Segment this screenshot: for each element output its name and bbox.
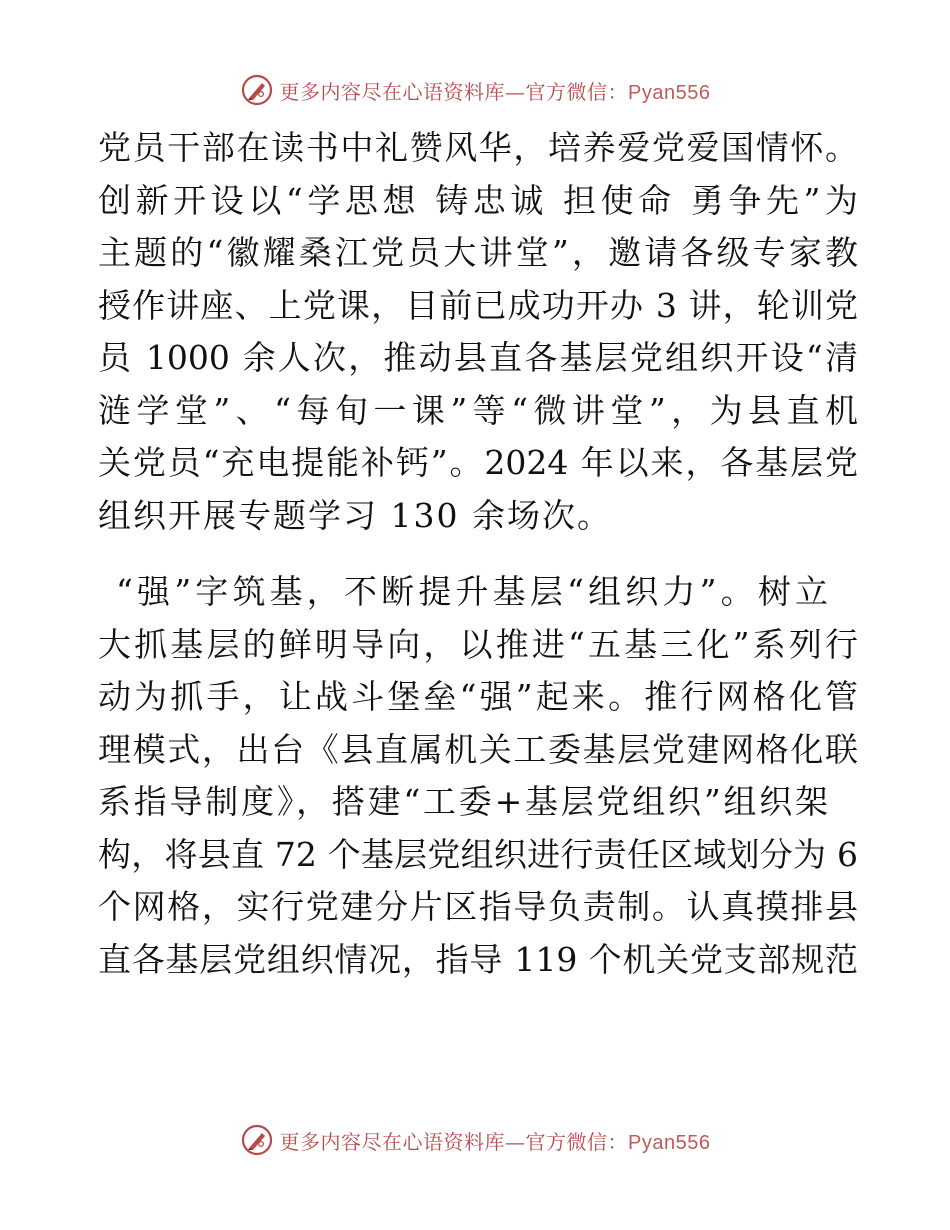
text-line: 关党员“充电提能补钙”。2024 年以来，各基层党 bbox=[98, 443, 858, 482]
text-line: 个网格，实行党建分片区指导负责制。认真摸排县 bbox=[98, 887, 858, 926]
text-line: 授作讲座、上党课，目前已成功开办 3 讲，轮训党 bbox=[98, 285, 858, 325]
footer-banner bbox=[0, 1122, 950, 1158]
text-line-last: 组织开展专题学习 130 余场次。 bbox=[98, 495, 612, 535]
text-line: 动为抓手，让战斗堡垒“强”起来。推行网格化管 bbox=[98, 677, 858, 716]
paragraph-gap bbox=[98, 542, 858, 566]
pen-nib-icon bbox=[240, 73, 274, 107]
text-line: 理模式，出台《县直属机关工委基层党建网格化联 bbox=[98, 729, 858, 769]
banner-text: 更多内容尽在心语资料库—官方微信：Pyan556 bbox=[279, 79, 711, 104]
document-body bbox=[98, 122, 858, 986]
banner-text: 更多内容尽在心语资料库—官方微信：Pyan556 bbox=[279, 1129, 711, 1154]
wechat-handle: Pyan556 bbox=[628, 1131, 711, 1154]
text-line: 员 1000 余人次，推动县直各基层党组织开设“清 bbox=[98, 338, 858, 377]
text-line: “强”字筑基，不断提升基层“组织力”。树立 bbox=[116, 572, 828, 611]
text-line: 党员干部在读书中礼赞风华，培养爱党爱国情怀。 bbox=[98, 128, 858, 167]
paragraph-2 bbox=[98, 566, 858, 986]
text-line: 直各基层党组织情况，指导 119 个机关党支部规范 bbox=[98, 939, 858, 979]
text-line: 系指导制度》，搭建“工委+基层党组织”组织架 bbox=[98, 782, 828, 821]
text-line: 构，将县直 72 个基层党组织进行责任区域划分为 6 bbox=[98, 834, 858, 874]
text-line: 涟学堂”、“每旬一课”等“微讲堂”，为县直机 bbox=[98, 390, 858, 430]
pen-nib-icon bbox=[240, 1123, 274, 1157]
text-line: 主题的“徽耀桑江党员大讲堂”，邀请各级专家教 bbox=[98, 233, 858, 272]
wechat-handle: Pyan556 bbox=[628, 81, 711, 104]
header-banner bbox=[0, 72, 950, 108]
text-line: 创新开设以“学思想 铸忠诚 担使命 勇争先”为 bbox=[98, 180, 858, 220]
paragraph-1 bbox=[98, 122, 858, 542]
text-line: 大抓基层的鲜明导向，以推进“五基三化”系列行 bbox=[98, 624, 858, 664]
